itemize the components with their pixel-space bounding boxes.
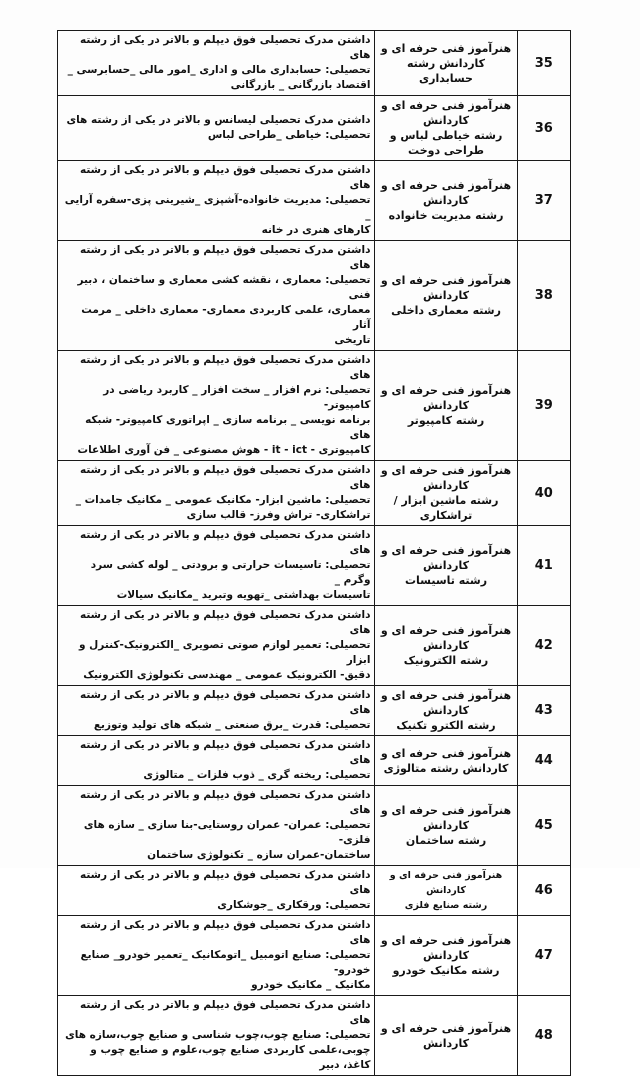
table-row: [58, 31, 571, 96]
requirement-cell: [58, 996, 375, 1076]
requirement-cell: [58, 31, 375, 96]
job-title-cell: [375, 996, 517, 1076]
requirement-cell: [58, 526, 375, 606]
table-row: [58, 526, 571, 606]
row-number: 40: [534, 485, 553, 501]
job-title-cell: [375, 866, 517, 916]
row-number: 42: [534, 638, 553, 653]
row-number: 47: [534, 948, 553, 963]
job-title-cell: [375, 241, 517, 351]
row-number-cell: [517, 866, 570, 916]
job-title-text: هنرآموز فنی حرفه ای و کاردانش رشته معماری داخلی: [380, 274, 512, 317]
table-row: [58, 686, 571, 736]
requirement-text: داشتن مدرک تحصیلی فوق دیپلم و بالاتر در یکی از رشته های تحصیلی: قدرت _برق صنعتی _ شبکه های تولید وتوزیع: [79, 689, 371, 731]
row-number-cell: [517, 161, 570, 241]
table-row: [58, 96, 571, 161]
requirement-cell: [58, 736, 375, 786]
requirement-cell: [58, 96, 375, 161]
row-number-cell: [517, 606, 570, 686]
requirement-cell: [58, 241, 375, 351]
job-title-text: هنرآموز فنی حرفه ای و کاردانش رشته صنایع فلزی: [389, 870, 503, 911]
requirement-text: داشتن مدرک تحصیلی فوق دیپلم و بالاتر در یکی از رشته های تحصیلی: معماری ، نقشه کشی معماری و ساختمان ، دبیر فنی معماری، علمی کاربردی معماری- معماری داخلی _ مرمت آثار تاریخی: [77, 244, 371, 346]
row-number: 45: [534, 818, 553, 833]
job-title-text: هنرآموز فنی حرفه ای و کاردانش رشته تاسیسات: [380, 544, 512, 587]
row-number: 37: [534, 193, 553, 208]
job-title-cell: [375, 686, 517, 736]
row-number: 35: [534, 55, 553, 71]
row-number: 48: [534, 1028, 553, 1043]
jobs-table-body: [58, 31, 571, 1076]
row-number-cell: [517, 351, 570, 461]
row-number: 36: [534, 120, 553, 136]
row-number-cell: [517, 686, 570, 736]
requirement-text: داشتن مدرک تحصیلی لیسانس و بالاتر در یکی از رشته های تحصیلی: خیاطی _طراحی لباس: [66, 114, 371, 141]
requirement-text: داشتن مدرک تحصیلی فوق دیپلم و بالاتر در یکی از رشته های تحصیلی: مدیریت خانواده-آشپزی _شیرینی پزی-سفره آرایی _ کارهای هنری در خانه: [64, 164, 371, 236]
job-title-cell: [375, 461, 517, 526]
table-row: [58, 241, 571, 351]
requirement-text: داشتن مدرک تحصیلی فوق دیپلم و بالاتر در یکی از رشته های تحصیلی: تعمیر لوازم صوتی تصویری _الکترونیک-کنترل و ابزار دقیق- الکترونیک عمومی _ مهندسی تکنولوژی الکترونیک: [79, 609, 371, 681]
row-number: 38: [534, 288, 553, 303]
row-number-cell: [517, 96, 570, 161]
table-row: [58, 351, 571, 461]
requirement-cell: [58, 786, 375, 866]
row-number: 39: [534, 398, 553, 413]
table-row: [58, 461, 571, 526]
requirement-text: داشتن مدرک تحصیلی فوق دیپلم و بالاتر در یکی از رشته های تحصیلی: ماشین ابزار- مکانیک عمومی _ مکانیک جامدات _ تراشکاری- تراش وفرز- قالب سازی: [75, 464, 371, 521]
table-row: [58, 786, 571, 866]
job-title-text: هنرآموز فنی حرفه ای و کاردانش رشته کامپیوتر: [380, 384, 512, 427]
requirement-text: داشتن مدرک تحصیلی فوق دیپلم و بالاتر در یکی از رشته های تحصیلی: عمران- عمران روستایی-بنا سازی _ سازه های فلزی- ساختمان-عمران سازه _ تکنولوژی ساختمان: [79, 789, 371, 861]
job-title-text: هنرآموز فنی حرفه ای و کاردانش رشته ساختمان: [380, 804, 512, 847]
requirement-cell: [58, 606, 375, 686]
job-title-text: هنرآموز فنی حرفه ای و کاردانش رشته مدیریت خانواده: [380, 179, 512, 222]
job-title-cell: [375, 916, 517, 996]
row-number-cell: [517, 461, 570, 526]
table-row: [58, 996, 571, 1076]
job-title-cell: [375, 736, 517, 786]
job-title-text: هنرآموز فنی حرفه ای و کاردانش رشته الکترو تکنیک: [380, 689, 512, 732]
requirement-text: داشتن مدرک تحصیلی فوق دیپلم و بالاتر در یکی از رشته های تحصیلی: حسابداری مالی و اداری _امور مالی _حسابرسی _ اقتصاد بازرگانی _ بازرگانی: [67, 34, 371, 91]
row-number-cell: [517, 526, 570, 606]
job-title-cell: [375, 351, 517, 461]
row-number-cell: [517, 996, 570, 1076]
job-title-text: هنرآموز فنی حرفه ای و کاردانش رشته متالوژی: [380, 746, 512, 775]
requirement-text: داشتن مدرک تحصیلی فوق دیپلم و بالاتر در یکی از رشته های تحصیلی: صنایع چوب،چوب شناسی و صنایع چوب،سازه های چوبی،علمی کاربردی صنایع چوب،علوم و صنایع چوب و کاغذ، دبیر: [65, 999, 371, 1071]
job-title-text: هنرآموز فنی حرفه ای و کاردانش رشته حسابداری: [380, 41, 512, 85]
requirement-text: داشتن مدرک تحصیلی فوق دیپلم و بالاتر در یکی از رشته های تحصیلی: صنایع اتومبیل _اتومکانیک _تعمیر خودرو_ صنایع خودرو- مکانیک _ مکانیک خودرو: [79, 919, 371, 991]
job-title-text: هنرآموز فنی حرفه ای و کاردانش رشته مکانیک خودرو: [380, 934, 512, 977]
table-row: [58, 606, 571, 686]
row-number-cell: [517, 241, 570, 351]
requirement-cell: [58, 686, 375, 736]
table-row: [58, 916, 571, 996]
requirement-cell: [58, 916, 375, 996]
requirement-text: داشتن مدرک تحصیلی فوق دیپلم و بالاتر در یکی از رشته های تحصیلی: تاسیسات حرارتی و برودتی _ لوله کشی سرد وگرم _ تاسیسات بهداشتی _تهویه وتبرید _مکانیک سیالات: [79, 529, 371, 601]
row-number-cell: [517, 31, 570, 96]
row-number: 43: [534, 703, 553, 718]
row-number-cell: [517, 736, 570, 786]
job-title-cell: [375, 161, 517, 241]
row-number: 44: [534, 753, 553, 768]
requirement-cell: [58, 351, 375, 461]
requirement-text: داشتن مدرک تحصیلی فوق دیپلم و بالاتر در یکی از رشته های تحصیلی: ریخته گری _ ذوب فلزات _ متالوژی: [79, 739, 371, 781]
job-title-text: هنرآموز فنی حرفه ای و کاردانش: [380, 1021, 512, 1050]
row-number: 46: [534, 883, 553, 898]
requirement-cell: [58, 866, 375, 916]
job-title-cell: [375, 786, 517, 866]
requirement-cell: [58, 161, 375, 241]
row-number: 41: [534, 558, 553, 573]
table-row: [58, 866, 571, 916]
job-title-cell: [375, 96, 517, 161]
job-title-cell: [375, 31, 517, 96]
jobs-table: [57, 30, 571, 1076]
row-number-cell: [517, 786, 570, 866]
requirement-cell: [58, 461, 375, 526]
job-title-cell: [375, 606, 517, 686]
job-title-text: هنرآموز فنی حرفه ای و کاردانش رشته ماشین ابزار / تراشکاری: [380, 464, 512, 522]
table-row: [58, 736, 571, 786]
table-row: [58, 161, 571, 241]
job-title-cell: [375, 526, 517, 606]
requirement-text: داشتن مدرک تحصیلی فوق دیپلم و بالاتر در یکی از رشته های تحصیلی: نرم افزار _ سخت افزار _ کاربرد ریاضی در کامپیوتر- برنامه نویسی _ برنامه سازی _ اپراتوری کامپیوتر- شبکه های کامپیوتری - it - ict - هوش مصنوعی _ فن آوری اطلاعات: [77, 354, 371, 456]
row-number-cell: [517, 916, 570, 996]
requirement-text: داشتن مدرک تحصیلی فوق دیپلم و بالاتر در یکی از رشته های تحصیلی: ورقکاری _جوشکاری: [79, 869, 371, 911]
job-title-text: هنرآموز فنی حرفه ای و کاردانش رشته الکترونیک: [380, 624, 512, 667]
job-title-text: هنرآموز فنی حرفه ای و کاردانش رشته خیاطی لباس و طراحی دوخت: [380, 99, 512, 157]
